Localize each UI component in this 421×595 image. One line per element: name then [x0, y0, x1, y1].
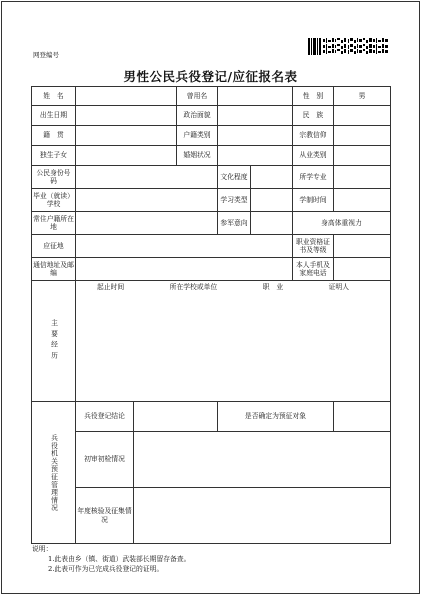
political-label: 政治面貌 [177, 106, 218, 126]
residence-field[interactable] [76, 212, 218, 235]
registration-form-table [31, 86, 391, 544]
duration-label: 学制时间 [293, 189, 334, 212]
address-label: 通信地址及邮编 [32, 258, 76, 281]
education-label: 文化程度 [218, 166, 251, 189]
major-field[interactable] [334, 166, 391, 189]
former-name-label: 曾用名 [177, 87, 218, 106]
enlist-intent-field[interactable] [251, 212, 293, 235]
resume-col-witness: 证明人 [328, 283, 349, 291]
notes-heading: 说明： [32, 545, 53, 553]
political-field[interactable] [218, 106, 293, 126]
resume-col-time: 起止时间 [97, 283, 125, 291]
only-child-label: 独生子女 [32, 146, 76, 166]
enlist-place-label: 应征地 [32, 235, 76, 258]
only-child-field[interactable] [76, 146, 177, 166]
form-title: 男性公民兵役登记/应征报名表 [123, 69, 298, 84]
qualification-label: 职业资格证书及等级 [293, 235, 334, 258]
marital-label: 婚姻状况 [177, 146, 218, 166]
religion-label: 宗教信仰 [293, 126, 334, 146]
birth-date-label: 出生日期 [32, 106, 76, 126]
enlist-place-field[interactable] [76, 235, 293, 258]
religion-field[interactable] [334, 126, 391, 146]
ethnicity-label: 民 族 [293, 106, 334, 126]
phone-field[interactable] [334, 258, 391, 281]
hukou-type-field[interactable] [218, 126, 293, 146]
resume-column-headers [77, 281, 389, 291]
reg-conclusion-label: 兵役登记结论 [76, 402, 134, 432]
annual-check-field[interactable] [134, 488, 391, 544]
major-label: 所学专业 [293, 166, 334, 189]
resume-col-school: 所在学校或单位 [169, 283, 218, 291]
id-number-field[interactable] [76, 166, 218, 189]
name-field[interactable] [76, 87, 177, 106]
study-type-field[interactable] [251, 189, 293, 212]
notes [32, 545, 190, 575]
agency-label-cell [32, 402, 76, 544]
gender-value: 男 [334, 87, 391, 106]
initial-check-field[interactable] [134, 432, 391, 488]
resume-label: 主要经历 [49, 319, 58, 363]
duration-field[interactable] [334, 189, 391, 212]
former-name-field[interactable] [218, 87, 293, 106]
education-field[interactable] [251, 166, 293, 189]
native-place-field[interactable] [76, 126, 177, 146]
occupation-field[interactable] [334, 146, 391, 166]
resume-area[interactable] [76, 281, 391, 402]
annual-check-label: 年度核验及征集情况 [76, 488, 134, 544]
pre-enlist-label: 是否确定为预征对象 [218, 402, 334, 432]
id-number-label: 公民身份号 码 [32, 166, 76, 189]
initial-check-label: 初审初检情况 [76, 432, 134, 488]
registration-no-label: 网登编号 [33, 51, 59, 59]
marital-field[interactable] [218, 146, 293, 166]
ethnicity-field[interactable] [334, 106, 391, 126]
name-label: 姓 名 [32, 87, 76, 106]
hukou-type-label: 户籍类别 [177, 126, 218, 146]
study-type-label: 学习类型 [218, 189, 251, 212]
note-item-2: 2.此表可作为已完成兵役登记的证明。 [48, 564, 164, 573]
residence-label: 常住户籍所在地 [32, 212, 76, 235]
gender-label: 性 别 [293, 87, 334, 106]
school-field[interactable] [76, 189, 218, 212]
occupation-label: 从业类别 [293, 146, 334, 166]
barcode [308, 38, 389, 55]
agency-label: 兵役机关预征管理情况 [49, 433, 58, 512]
resume-col-job: 职 业 [262, 283, 284, 291]
reg-conclusion-field[interactable] [134, 402, 218, 432]
qualification-field[interactable] [334, 235, 391, 258]
height-weight-vision-label: 身高体重视力 [293, 212, 391, 235]
enlist-intent-label: 参军意向 [218, 212, 251, 235]
address-field[interactable] [76, 258, 293, 281]
birth-date-field[interactable] [76, 106, 177, 126]
phone-label: 本人手机及家庭电话 [293, 258, 334, 281]
native-place-label: 籍 贯 [32, 126, 76, 146]
school-label: 毕业（就读）学校 [32, 189, 76, 212]
pre-enlist-field[interactable] [334, 402, 391, 432]
note-item-1: 1.此表由乡（镇、街道）武装部长期留存备查。 [48, 554, 191, 563]
resume-label-cell [32, 281, 76, 402]
